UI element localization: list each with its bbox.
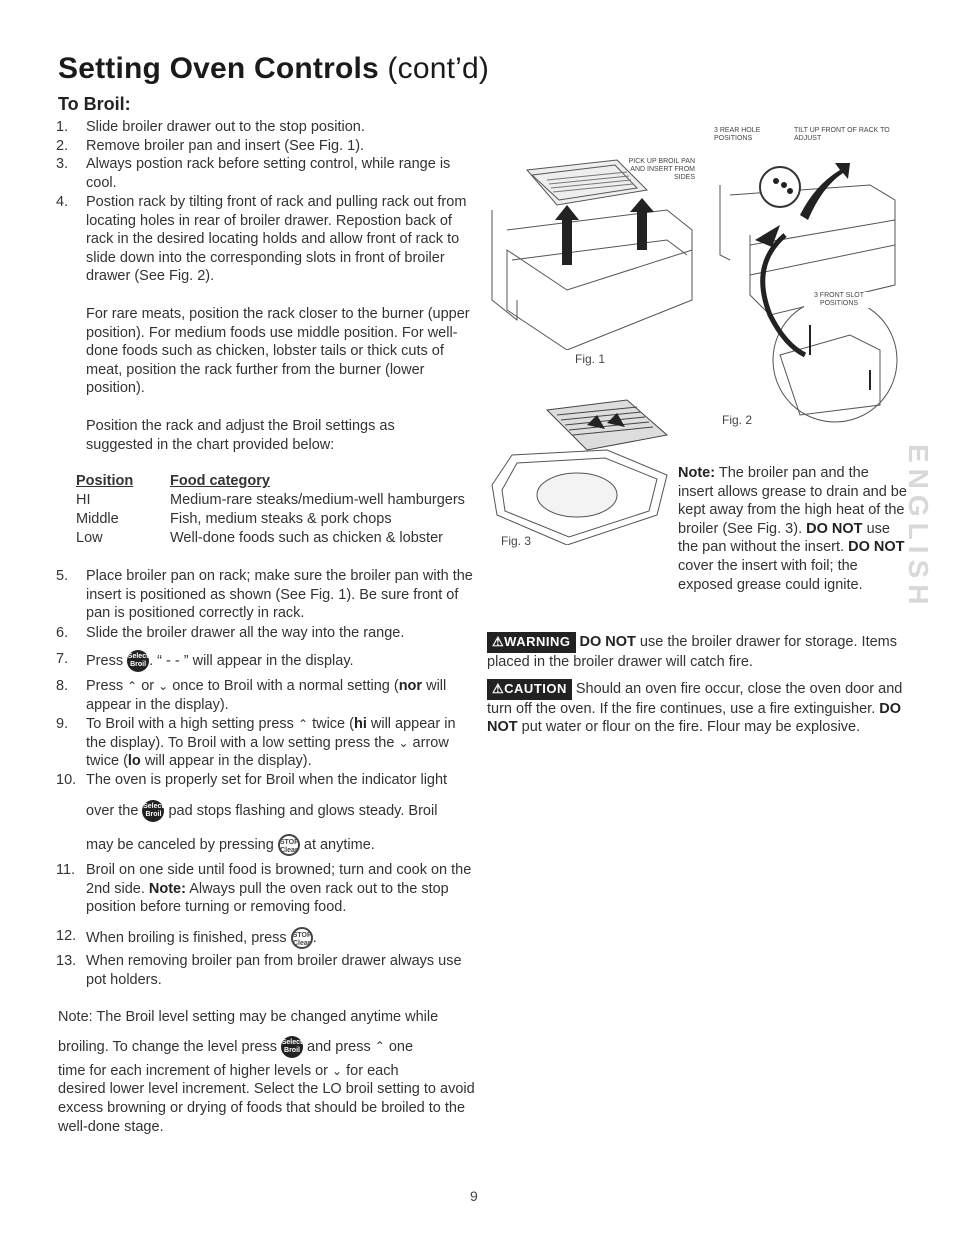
table-cell: Fish, medium steaks & pork chops [170, 511, 392, 527]
step-text: pad stops flashing and glows steady. Broil [168, 802, 438, 819]
step-number: 8. [56, 678, 69, 694]
step-text: Broil on one side until food is browned; turn and cook on the 2nd side. [86, 862, 472, 897]
step-9 [56, 715, 476, 771]
caution-badge [487, 679, 572, 700]
right-note [678, 464, 908, 594]
step-number: 3. [56, 156, 69, 172]
note-text: cover the insert with foil; the exposed grease could ignite. [678, 557, 863, 593]
figure-label: Fig. 3 [501, 534, 532, 548]
note-text: time for each increment of higher levels or [58, 1062, 328, 1079]
figure-1 [487, 150, 697, 370]
table-row [76, 510, 476, 529]
up-arrow-icon: ⌃ [374, 1039, 385, 1054]
up-arrow-icon: ⌃ [127, 679, 138, 693]
pad-label: Broil [130, 661, 147, 668]
step-number: 5. [56, 568, 69, 584]
step-text: When removing broiler pan from broiler drawer always use pot holders. [86, 953, 462, 988]
step-text: Press [86, 652, 124, 669]
step-text: When broiling is finished, press [86, 929, 287, 946]
down-arrow-icon: ⌄ [398, 735, 409, 750]
pad-label: Clear [280, 847, 298, 854]
display-code: lo [127, 753, 141, 770]
warning-triangle-icon: ⚠ [492, 681, 505, 696]
broil-level-note [58, 1008, 478, 1136]
step-4 [56, 193, 476, 286]
table-cell: Medium-rare steaks/medium-well hamburgers [170, 492, 465, 508]
step-8 [56, 677, 476, 714]
pad-label: STOP [279, 839, 299, 846]
warning-triangle-icon: ⚠ [492, 634, 505, 649]
figure-callout: 3 FRONT SLOT POSITIONS [804, 292, 874, 308]
step-number: 1. [56, 119, 69, 135]
step-text: or [141, 678, 155, 695]
step-text: twice ( [312, 716, 354, 733]
table-cell: HI [76, 492, 91, 508]
step-7 [56, 650, 476, 672]
step-12 [56, 927, 476, 949]
note-text: and press [307, 1038, 371, 1055]
stop-clear-pad-icon [291, 927, 313, 949]
select-broil-pad-icon [142, 800, 164, 822]
note-text: Note: The Broil level setting may be changed anytime while [58, 1009, 439, 1025]
caution-text: put water or flour on the fire. Flour may be explosive. [521, 719, 861, 736]
step-text: Slide broiler drawer out to the stop position. [86, 119, 365, 135]
step-text: over the [86, 802, 139, 819]
figure-callout: PICK UP BROIL PAN AND INSERT FROM SIDES [628, 158, 695, 181]
note-label: Note: [148, 880, 186, 897]
step-text: Always pull the oven rack out to the stop position before turning or removing food. [86, 880, 449, 916]
position-paragraph: Position the rack and adjust the Broil settings as suggested in the chart provided below: [86, 418, 395, 453]
step-number: 4. [56, 194, 69, 210]
step-text: arrow twice ( [86, 734, 449, 770]
step-1 [56, 118, 476, 137]
step-text: . [312, 929, 317, 946]
note-text: The broiler pan and the insert allows grease to drain and be kept away from the high heat of the broiler (See Fig. 3). [678, 465, 907, 537]
step-text: The oven is properly set for Broil when the indicator light [86, 772, 448, 788]
step-10-continued [86, 834, 466, 856]
pad-label: Select [281, 1038, 303, 1046]
note-text: desired lower level increment. Select the LO broil setting to avoid excess browning or drying of foods that should be broiled to the well-done stage. [58, 1081, 475, 1135]
stop-clear-pad-icon [278, 834, 300, 856]
table-row [76, 491, 476, 510]
step-3 [56, 155, 476, 192]
broiler-pan-illustration [487, 395, 677, 545]
step-text: once to Broil with a normal setting ( [172, 678, 399, 695]
pad-label: STOP [292, 932, 312, 939]
note-text: broiling. To change the level press [58, 1038, 277, 1055]
step-number: 9. [56, 716, 69, 732]
step-text: Always postion rack before setting control, while range is cool. [86, 156, 451, 191]
down-arrow-icon: ⌄ [332, 1063, 343, 1078]
figure-label: Fig. 2 [722, 413, 753, 427]
step-number: 7. [56, 651, 69, 667]
up-arrow-icon: ⌃ [297, 717, 309, 731]
step-text: Press [86, 678, 124, 695]
step-number: 12. [56, 928, 77, 944]
caution-text: Should an oven fire occur, close the oven door and turn off the oven. If the fire continues, use a fire extinguisher. [487, 681, 903, 717]
emphasis-text: DO NOT [487, 700, 902, 736]
emphasis-text: DO NOT [579, 634, 636, 650]
step-2 [56, 137, 476, 156]
pad-label: Broil [284, 1046, 300, 1054]
step-number: 11. [56, 862, 76, 878]
rare-meats-paragraph: For rare meats, position the rack closer to the burner (upper position). For medium foods use middle position. For well-done foods such as chicken, lobster tails or thick cuts of meat, position the rack further from the burner (lower position). [86, 306, 470, 397]
select-broil-pad-icon [281, 1036, 303, 1058]
figure-3 [487, 395, 677, 555]
warning-block [487, 632, 907, 671]
step-text: Remove broiler pan and insert (See Fig. 1). [86, 138, 365, 154]
select-broil-pad-icon [127, 650, 149, 672]
step-text: To Broil with a high setting press [86, 716, 294, 733]
warning-badge [487, 632, 576, 653]
step-11 [56, 861, 476, 917]
emphasis-text: DO NOT [848, 539, 905, 556]
table-header: Food category [170, 473, 270, 489]
note-text: use the pan without the insert. [678, 520, 890, 556]
step-13 [56, 952, 476, 989]
step-5 [56, 567, 476, 623]
step-number: 6. [56, 625, 69, 641]
page-title [58, 52, 489, 86]
caution-block [487, 679, 907, 737]
step-text: will appear in the display). [140, 753, 312, 770]
badge-label: WARNING [504, 634, 571, 649]
step-text: will appear in the display). [86, 678, 447, 713]
step-text: may be canceled by pressing [86, 836, 274, 853]
step-text: . “ - - ” will appear in the display. [149, 652, 354, 669]
broil-chart [76, 472, 476, 548]
title-main: Setting Oven Controls [58, 52, 379, 85]
rack-adjust-illustration [710, 145, 900, 435]
figure-2 [710, 125, 900, 435]
table-header: Position [76, 473, 134, 489]
title-suffix: (cont’d) [378, 52, 490, 85]
step-number: 2. [56, 138, 69, 154]
side-tab-label: ENGLISH [903, 444, 934, 611]
step-text: Place broiler pan on rack; make sure the broiler pan with the insert is positioned as shown (See Fig. 1). Be sure front of pan is positioned correctly in rack. [86, 568, 473, 622]
step-text: will appear in the display). To Broil with a low setting press the [86, 716, 456, 751]
step-10 [56, 771, 476, 822]
figure-callout: 3 REAR HOLE POSITIONS [714, 127, 761, 142]
note-text: for each [346, 1062, 399, 1079]
warning-text: use the broiler drawer for storage. Items placed in the broiler drawer will catch fire. [487, 634, 898, 670]
pad-label: Clear [292, 940, 311, 947]
emphasis-text: DO NOT [806, 520, 863, 537]
note-text: one [388, 1038, 414, 1055]
display-code: nor [398, 678, 423, 695]
table-cell: Well-done foods such as chicken & lobster [170, 530, 443, 546]
page-number: 9 [470, 1188, 478, 1204]
table-cell: Middle [76, 511, 119, 527]
down-arrow-icon: ⌄ [158, 679, 169, 693]
step-number: 13. [56, 953, 77, 969]
section-heading: To Broil: [58, 94, 131, 114]
step-number: 10. [56, 772, 77, 788]
note-label: Note: [678, 465, 716, 481]
badge-label: CAUTION [504, 681, 567, 696]
pad-label: Broil [145, 810, 162, 818]
step-text: at anytime. [303, 836, 375, 853]
step-text: Slide the broiler drawer all the way into the range. [86, 625, 405, 641]
figure-callout: TILT UP FRONT OF RACK TO ADJUST [794, 127, 890, 142]
table-row [76, 529, 476, 548]
pad-label: Select [127, 653, 149, 660]
figure-label: Fig. 1 [575, 352, 606, 366]
display-code: hi [353, 716, 367, 733]
language-side-tab [898, 444, 938, 611]
step-6 [56, 624, 476, 643]
pad-label: Select [143, 802, 164, 810]
step-text: Postion rack by tilting front of rack and pulling rack out from locating holes in rear of broiler drawer. Repostion back of rack in the desired locating holds and allow front of rack to slide down into the corresponding slots in front of broiler drawer (See Fig. 2). [86, 194, 467, 285]
table-cell: Low [76, 530, 103, 546]
